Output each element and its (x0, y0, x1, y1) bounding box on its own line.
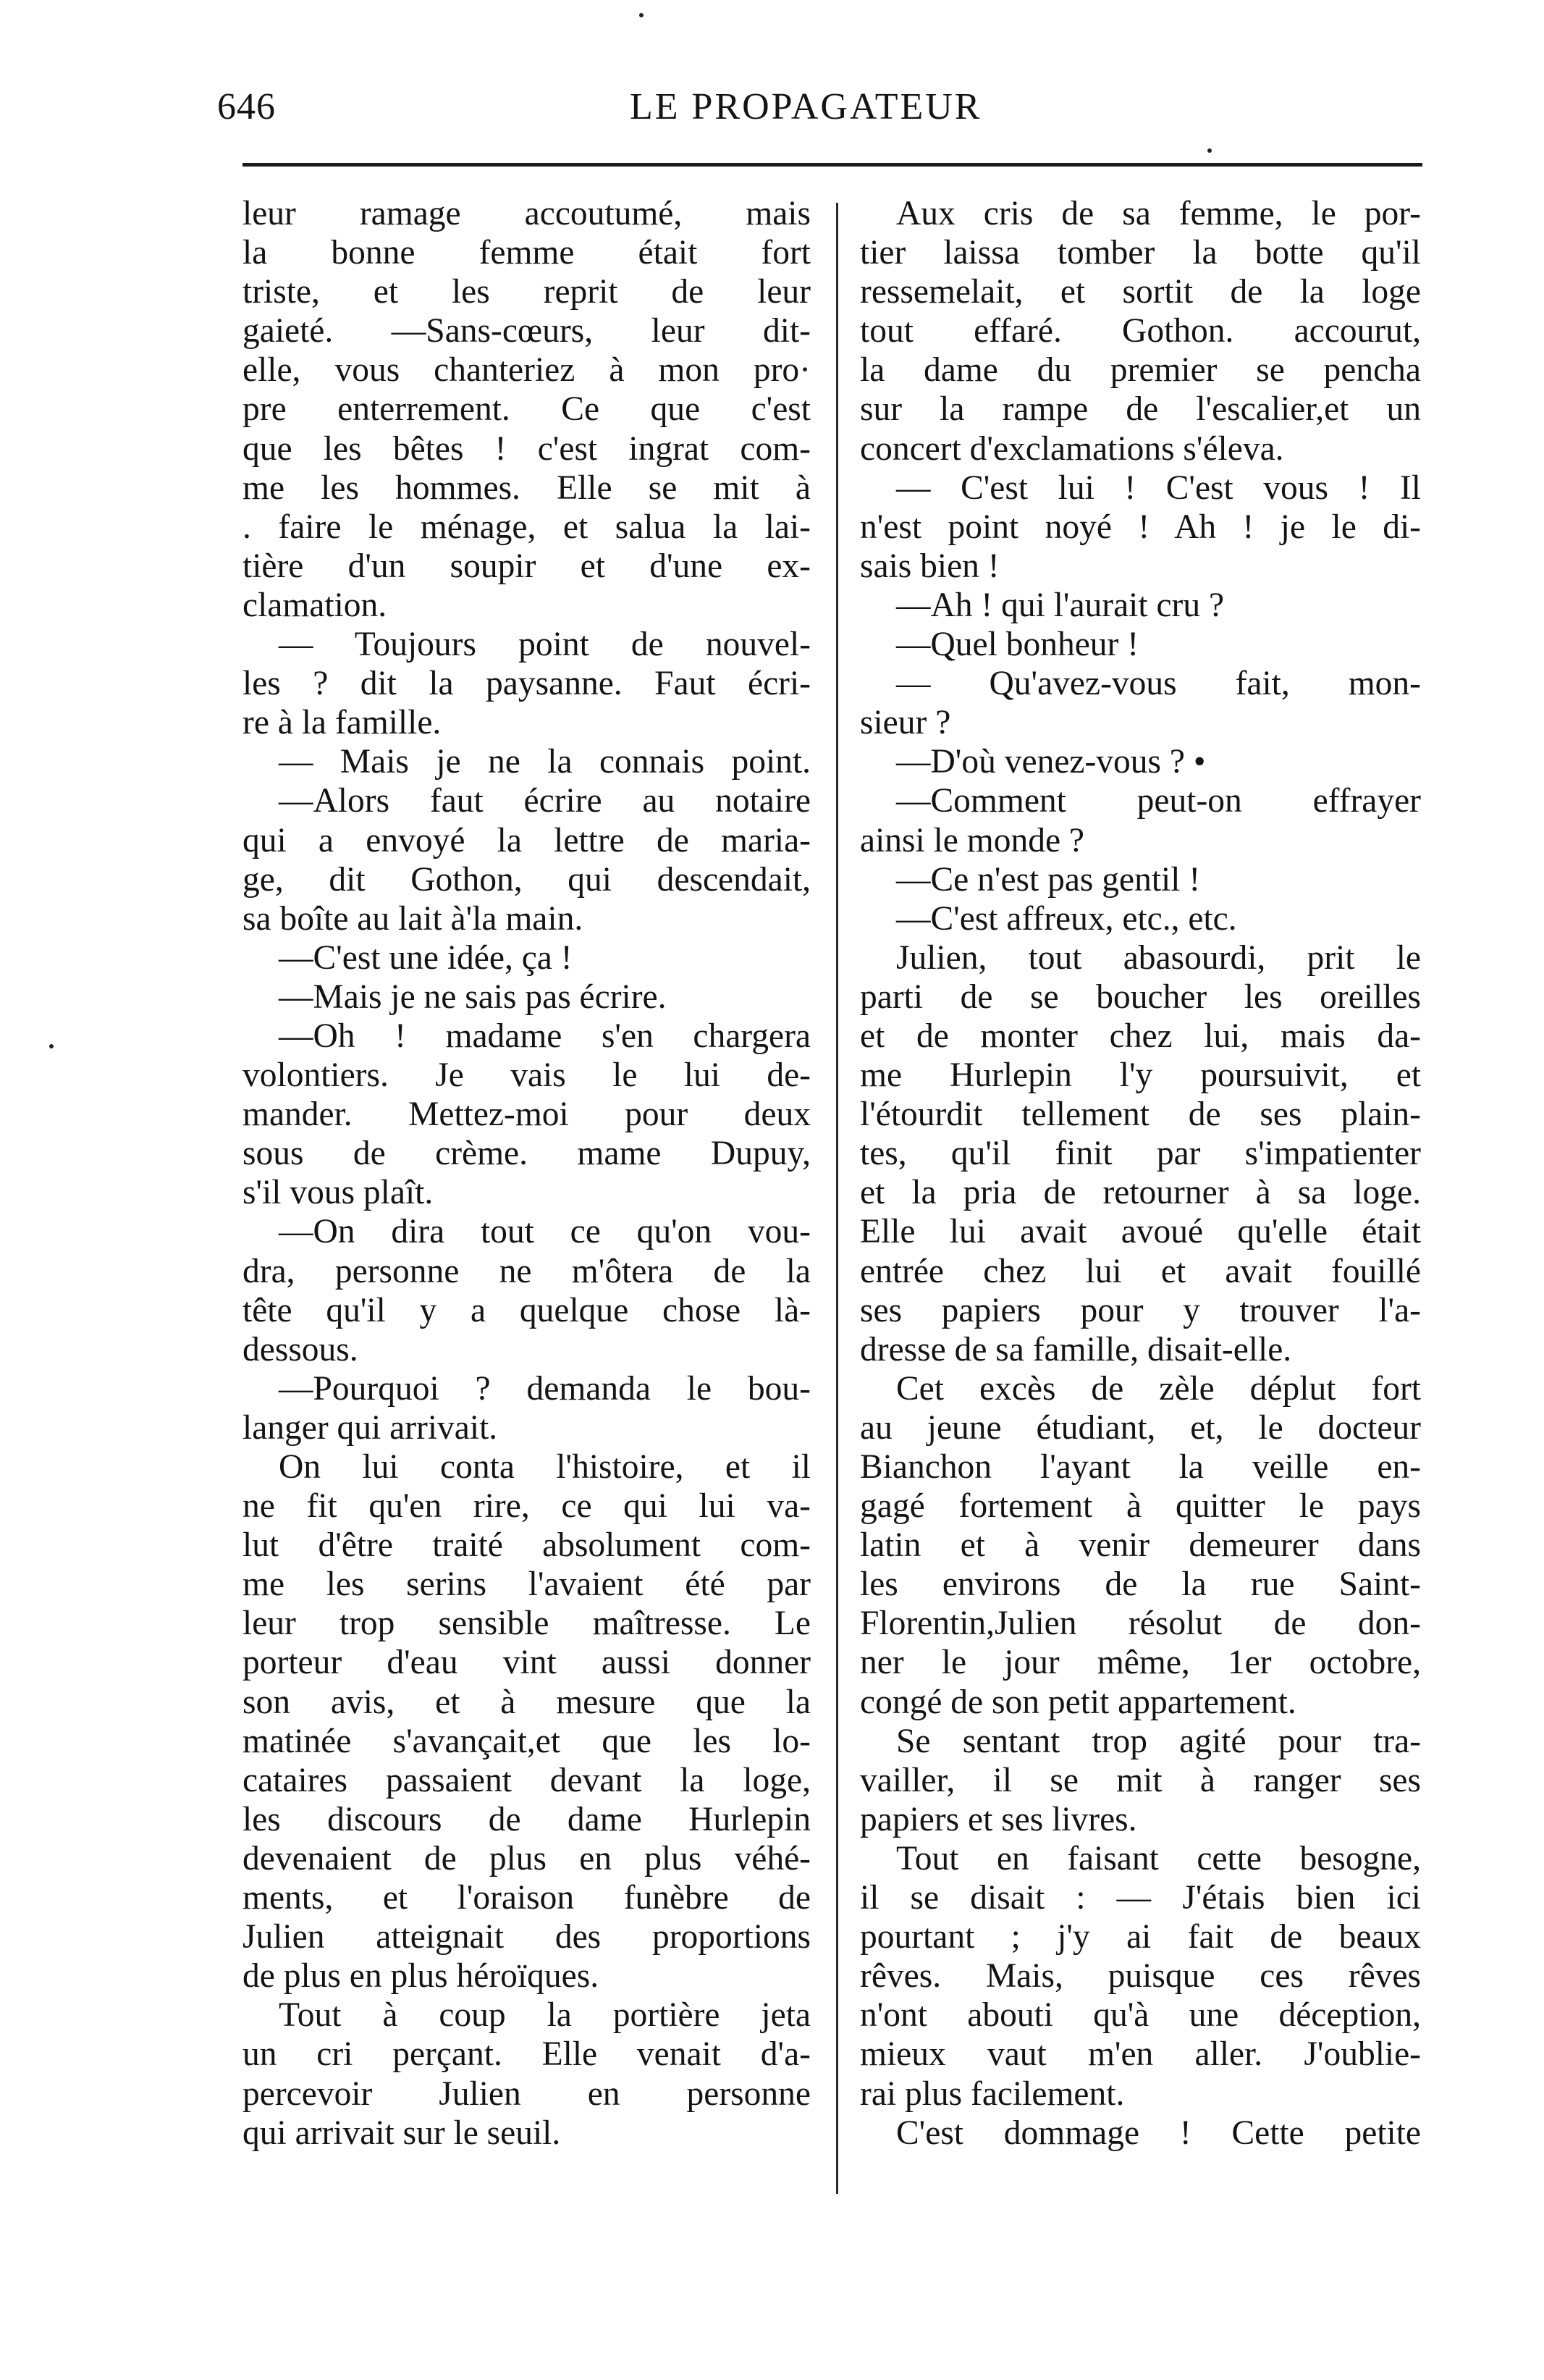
text-line: — Mais je ne la connais point. (279, 743, 811, 781)
text-line: entrée chez lui et avait fouillé (860, 1252, 1421, 1290)
text-line: —Pourquoi ? demanda le bou- (279, 1369, 811, 1408)
text-line: —C'est affreux, etc., etc. (896, 899, 1237, 938)
text-line: les environs de la rue Saint- (860, 1565, 1421, 1604)
text-line: sur la rampe de l'escalier,et un (860, 390, 1421, 429)
text-line: tier laissa tomber la botte qu'il (860, 234, 1421, 272)
text-line: n'est point noyé ! Ah ! je le di- (860, 508, 1421, 546)
text-line: que les bêtes ! c'est ingrat com- (242, 429, 811, 468)
text-line: re à la famille. (242, 704, 442, 742)
text-line: Julien atteignait des proportions (242, 1918, 811, 1956)
text-line: elle, vous chanteriez à mon pro· (242, 351, 811, 390)
running-title: LE PROPAGATEUR (630, 86, 982, 127)
text-line: —Quel bonheur ! (896, 626, 1139, 664)
text-line: —C'est une idée, ça ! (279, 938, 573, 977)
text-line: volontiers. Je vais le lui de- (242, 1056, 811, 1095)
text-line: dra, personne ne m'ôtera de la (242, 1252, 811, 1290)
text-line: ressemelait, et sortit de la loge (860, 273, 1421, 311)
text-line: de plus en plus héroïques. (242, 1957, 599, 1996)
text-line: mieux vaut m'en aller. J'oublie- (860, 2035, 1421, 2074)
text-line: Bianchon l'ayant la veille en- (860, 1448, 1421, 1486)
text-line: la dame du premier se pencha (860, 351, 1421, 390)
text-line: tes, qu'il finit par s'impatienter (860, 1135, 1421, 1173)
text-line: — C'est lui ! C'est vous ! Il (896, 468, 1421, 507)
text-line: l'étourdit tellement de ses plain- (860, 1096, 1421, 1134)
text-line: ses papiers pour y trouver l'a- (860, 1291, 1421, 1329)
text-line: me Hurlepin l'y poursuivit, et (860, 1056, 1421, 1095)
text-line: — Toujours point de nouvel- (279, 626, 811, 664)
right-column (860, 194, 1421, 2153)
text-line: clamation. (242, 586, 387, 624)
text-line: ge, dit Gothon, qui descendait, (242, 860, 811, 899)
text-line: Cet excès de zèle déplut fort (896, 1369, 1421, 1408)
text-line: Se sentant trop agité pour tra- (896, 1722, 1421, 1760)
text-line: . faire le ménage, et salua la lai- (242, 508, 811, 546)
text-line: concert d'exclamations s'éleva. (860, 429, 1284, 468)
text-line: —Comment peut-on effrayer (896, 782, 1421, 820)
text-line: n'ont abouti qu'à une déception, (860, 1996, 1421, 2035)
text-line: et de monter chez lui, mais da- (860, 1017, 1421, 1055)
text-line: —On dira tout ce qu'on vou- (279, 1213, 811, 1251)
text-line: gaieté. —Sans-cœurs, leur dit- (242, 312, 811, 350)
text-line: —D'où venez-vous ? • (896, 743, 1206, 781)
text-line: leur trop sensible maîtresse. Le (242, 1605, 811, 1643)
text-line: sa boîte au lait à'la main. (242, 899, 583, 938)
text-line: —Alors faut écrire au notaire (279, 782, 811, 820)
text-line: leur ramage accoutumé, mais (242, 195, 811, 232)
text-line: parti de se boucher les oreilles (860, 977, 1421, 1016)
text-line: les ? dit la paysanne. Faut écri- (242, 665, 811, 703)
text-line: tière d'un soupir et d'une ex- (242, 547, 811, 585)
text-line: rai plus facilement. (860, 2074, 1125, 2113)
text-line: la bonne femme était fort (242, 234, 811, 272)
text-line: ments, et l'oraison funèbre de (242, 1879, 811, 1917)
text-line: C'est dommage ! Cette petite (896, 2114, 1421, 2152)
text-line: dessous. (242, 1330, 358, 1368)
text-line: mander. Mettez-moi pour deux (242, 1096, 811, 1134)
text-line: me les hommes. Elle se mit à (242, 468, 811, 507)
page-header (217, 85, 1440, 143)
text-line: percevoir Julien en personne (242, 2074, 811, 2113)
text-line: pourtant ; j'y ai fait de beaux (860, 1918, 1421, 1956)
text-line: me les serins l'avaient été par (242, 1565, 811, 1604)
text-line: au jeune étudiant, et, le docteur (860, 1408, 1421, 1447)
text-line: rêves. Mais, puisque ces rêves (860, 1957, 1421, 1996)
header-rule (242, 163, 1422, 167)
text-line: ainsi le monde ? (860, 821, 1084, 859)
stray-mark (639, 13, 644, 17)
text-line: cataires passaient devant la loge, (242, 1761, 811, 1799)
text-line: il se disait : — J'étais bien ici (860, 1879, 1421, 1917)
text-line: —Mais je ne sais pas écrire. (279, 977, 667, 1016)
text-line: devenaient de plus en plus véhé- (242, 1839, 811, 1877)
column-divider (836, 203, 838, 2194)
text-line: qui a envoyé la lettre de maria- (242, 821, 811, 859)
text-line: lut d'être traité absolument com- (242, 1526, 811, 1565)
text-line: latin et à venir demeurer dans (860, 1526, 1421, 1565)
text-line: ne fit qu'en rire, ce qui lui va- (242, 1487, 811, 1526)
text-line: tout effaré. Gothon. accourut, (860, 312, 1421, 350)
text-line: pre enterrement. Ce que c'est (242, 390, 811, 429)
text-line: tête qu'il y a quelque chose là- (242, 1291, 811, 1329)
text-line: Elle lui avait avoué qu'elle était (860, 1213, 1421, 1251)
text-line: —Oh ! madame s'en chargera (279, 1017, 811, 1055)
text-line: On lui conta l'histoire, et il (279, 1448, 811, 1486)
text-line: Tout à coup la portière jeta (279, 1996, 811, 2035)
text-line: papiers et ses livres. (860, 1800, 1137, 1838)
text-line: triste, et les reprit de leur (242, 273, 811, 311)
text-line: et la pria de retourner à sa loge. (860, 1174, 1421, 1212)
text-line: gagé fortement à quitter le pays (860, 1487, 1421, 1526)
text-line: son avis, et à mesure que la (242, 1683, 811, 1721)
text-line: — Qu'avez-vous fait, mon- (896, 665, 1421, 703)
text-line: matinée s'avançait,et que les lo- (242, 1722, 811, 1760)
left-column (242, 194, 811, 2153)
text-line: —Ah ! qui l'aurait cru ? (896, 586, 1225, 624)
text-line: —Ce n'est pas gentil ! (896, 860, 1201, 899)
text-line: Julien, tout abasourdi, prit le (896, 938, 1421, 977)
stray-mark (49, 1044, 54, 1048)
text-line: les discours de dame Hurlepin (242, 1800, 811, 1838)
page-number: 646 (217, 86, 276, 127)
text-line: congé de son petit appartement. (860, 1683, 1296, 1721)
text-line: Tout en faisant cette besogne, (896, 1839, 1421, 1877)
text-line: Florentin,Julien résolut de don- (860, 1605, 1421, 1643)
text-line: sous de crème. mame Dupuy, (242, 1135, 811, 1173)
text-line: un cri perçant. Elle venait d'a- (242, 2035, 811, 2074)
text-line: sais bien ! (860, 547, 1000, 585)
text-line: vailler, il se mit à ranger ses (860, 1761, 1421, 1799)
text-line: ner le jour même, 1er octobre, (860, 1644, 1421, 1682)
text-line: sieur ? (860, 704, 951, 742)
text-line: langer qui arrivait. (242, 1408, 498, 1447)
text-line: dresse de sa famille, disait-elle. (860, 1330, 1292, 1368)
text-line: porteur d'eau vint aussi donner (242, 1644, 811, 1682)
text-line: qui arrivait sur le seuil. (242, 2114, 561, 2152)
text-line: s'il vous plaît. (242, 1174, 434, 1212)
stray-mark (1207, 148, 1212, 153)
text-line: Aux cris de sa femme, le por- (896, 195, 1421, 232)
